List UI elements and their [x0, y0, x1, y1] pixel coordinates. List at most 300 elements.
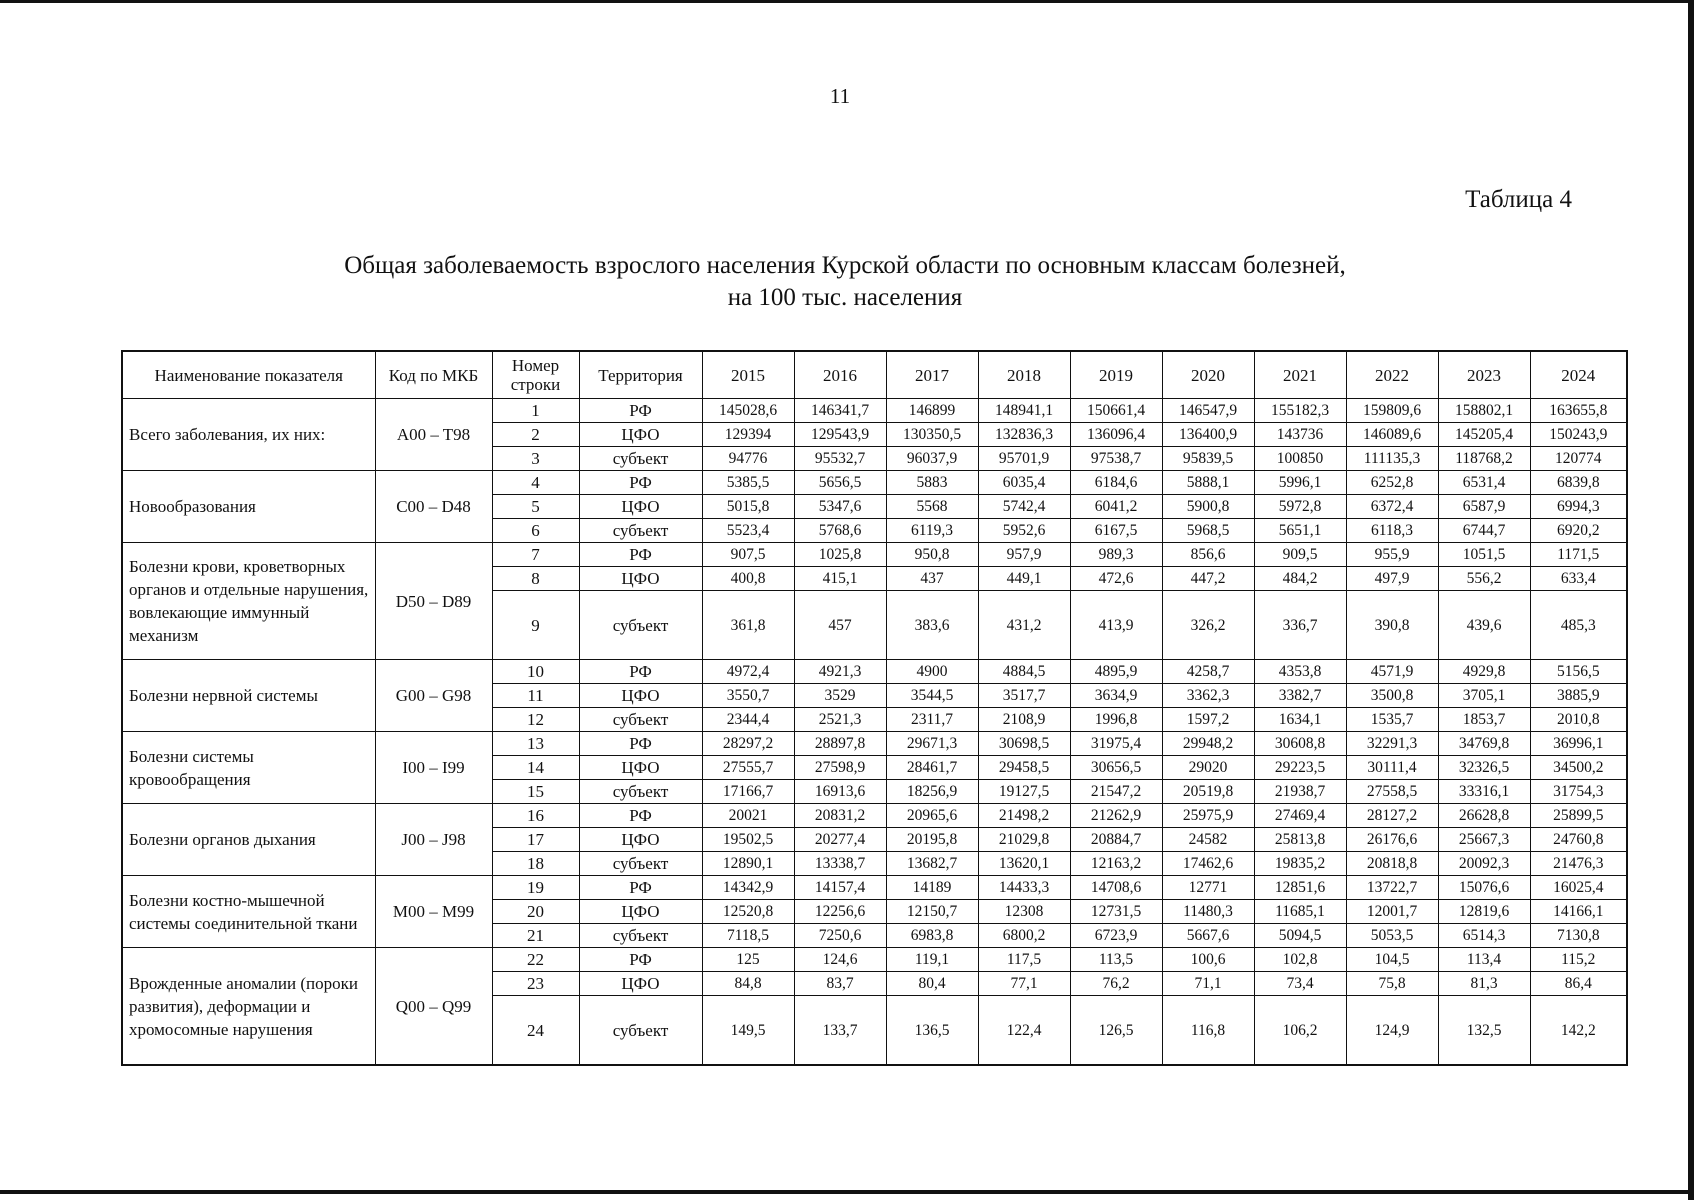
- icd-code: D50 – D89: [375, 543, 492, 660]
- value-cell: 336,7: [1254, 591, 1346, 660]
- value-cell: 2344,4: [702, 708, 794, 732]
- territory: РФ: [579, 660, 702, 684]
- value-cell: 84,8: [702, 972, 794, 996]
- value-cell: 989,3: [1070, 543, 1162, 567]
- page-number: 11: [829, 84, 851, 108]
- territory: ЦФО: [579, 972, 702, 996]
- value-cell: 111135,3: [1346, 447, 1438, 471]
- value-cell: 20965,6: [886, 804, 978, 828]
- value-cell: 2108,9: [978, 708, 1070, 732]
- value-cell: 145028,6: [702, 399, 794, 423]
- value-cell: 13722,7: [1346, 876, 1438, 900]
- indicator-name: Болезни органов дыхания: [122, 804, 375, 876]
- value-cell: 5996,1: [1254, 471, 1346, 495]
- value-cell: 20818,8: [1346, 852, 1438, 876]
- value-cell: 1853,7: [1438, 708, 1530, 732]
- value-cell: 12771: [1162, 876, 1254, 900]
- value-cell: 5656,5: [794, 471, 886, 495]
- value-cell: 96037,9: [886, 447, 978, 471]
- value-cell: 6167,5: [1070, 519, 1162, 543]
- territory: ЦФО: [579, 828, 702, 852]
- value-cell: 4258,7: [1162, 660, 1254, 684]
- value-cell: 21498,2: [978, 804, 1070, 828]
- value-cell: 4929,8: [1438, 660, 1530, 684]
- value-cell: 26176,6: [1346, 828, 1438, 852]
- value-cell: 447,2: [1162, 567, 1254, 591]
- value-cell: 4895,9: [1070, 660, 1162, 684]
- row-number: 23: [492, 972, 579, 996]
- row-number: 21: [492, 924, 579, 948]
- value-cell: 31754,3: [1530, 780, 1627, 804]
- value-cell: 12150,7: [886, 900, 978, 924]
- value-cell: 34769,8: [1438, 732, 1530, 756]
- value-cell: 14166,1: [1530, 900, 1627, 924]
- value-cell: 413,9: [1070, 591, 1162, 660]
- value-cell: 6118,3: [1346, 519, 1438, 543]
- row-number: 20: [492, 900, 579, 924]
- row-number: 24: [492, 996, 579, 1066]
- value-cell: 6035,4: [978, 471, 1070, 495]
- value-cell: 14342,9: [702, 876, 794, 900]
- value-cell: 27555,7: [702, 756, 794, 780]
- value-cell: 126,5: [1070, 996, 1162, 1066]
- value-cell: 146899: [886, 399, 978, 423]
- value-cell: 113,5: [1070, 948, 1162, 972]
- value-cell: 955,9: [1346, 543, 1438, 567]
- indicator-name: Врожденные аномалии (пороки развития), деформации и хромосомные нарушения: [122, 948, 375, 1066]
- header-year: 2021: [1254, 351, 1346, 399]
- icd-code: J00 – J98: [375, 804, 492, 876]
- value-cell: 5523,4: [702, 519, 794, 543]
- value-cell: 18256,9: [886, 780, 978, 804]
- header-year: 2016: [794, 351, 886, 399]
- header-year: 2017: [886, 351, 978, 399]
- territory: субъект: [579, 852, 702, 876]
- header-code: Код по МКБ: [375, 351, 492, 399]
- value-cell: 106,2: [1254, 996, 1346, 1066]
- value-cell: 485,3: [1530, 591, 1627, 660]
- value-cell: 34500,2: [1530, 756, 1627, 780]
- row-number: 15: [492, 780, 579, 804]
- value-cell: 27598,9: [794, 756, 886, 780]
- value-cell: 132836,3: [978, 423, 1070, 447]
- territory: субъект: [579, 780, 702, 804]
- value-cell: 30111,4: [1346, 756, 1438, 780]
- value-cell: 957,9: [978, 543, 1070, 567]
- value-cell: 12001,7: [1346, 900, 1438, 924]
- header-territory: Территория: [579, 351, 702, 399]
- territory: РФ: [579, 876, 702, 900]
- value-cell: 484,2: [1254, 567, 1346, 591]
- value-cell: 457: [794, 591, 886, 660]
- value-cell: 17166,7: [702, 780, 794, 804]
- value-cell: 390,8: [1346, 591, 1438, 660]
- value-cell: 97538,7: [1070, 447, 1162, 471]
- value-cell: 11480,3: [1162, 900, 1254, 924]
- value-cell: 13620,1: [978, 852, 1070, 876]
- row-number: 6: [492, 519, 579, 543]
- value-cell: 73,4: [1254, 972, 1346, 996]
- value-cell: 5156,5: [1530, 660, 1627, 684]
- value-cell: 6839,8: [1530, 471, 1627, 495]
- header-year: 2022: [1346, 351, 1438, 399]
- value-cell: 12520,8: [702, 900, 794, 924]
- territory: ЦФО: [579, 423, 702, 447]
- territory: РФ: [579, 399, 702, 423]
- row-number: 10: [492, 660, 579, 684]
- title-line-2: на 100 тыс. населения: [727, 284, 963, 311]
- value-cell: 29020: [1162, 756, 1254, 780]
- value-cell: 6252,8: [1346, 471, 1438, 495]
- table-row: [122, 804, 1627, 828]
- value-cell: 77,1: [978, 972, 1070, 996]
- value-cell: 439,6: [1438, 591, 1530, 660]
- value-cell: 13682,7: [886, 852, 978, 876]
- value-cell: 27558,5: [1346, 780, 1438, 804]
- value-cell: 1996,8: [1070, 708, 1162, 732]
- value-cell: 2521,3: [794, 708, 886, 732]
- value-cell: 30698,5: [978, 732, 1070, 756]
- value-cell: 146341,7: [794, 399, 886, 423]
- header-year: 2024: [1530, 351, 1627, 399]
- header-year: 2023: [1438, 351, 1530, 399]
- value-cell: 5094,5: [1254, 924, 1346, 948]
- value-cell: 29223,5: [1254, 756, 1346, 780]
- territory: РФ: [579, 732, 702, 756]
- territory: РФ: [579, 543, 702, 567]
- value-cell: 7118,5: [702, 924, 794, 948]
- row-number: 18: [492, 852, 579, 876]
- value-cell: 3705,1: [1438, 684, 1530, 708]
- value-cell: 75,8: [1346, 972, 1438, 996]
- header-row-number: Номер строки: [492, 351, 579, 399]
- value-cell: 4921,3: [794, 660, 886, 684]
- indicator-name: Болезни нервной системы: [122, 660, 375, 732]
- value-cell: 120774: [1530, 447, 1627, 471]
- value-cell: 155182,3: [1254, 399, 1346, 423]
- territory: субъект: [579, 924, 702, 948]
- value-cell: 7250,6: [794, 924, 886, 948]
- row-number: 17: [492, 828, 579, 852]
- territory: ЦФО: [579, 495, 702, 519]
- row-number: 12: [492, 708, 579, 732]
- value-cell: 6983,8: [886, 924, 978, 948]
- value-cell: 19835,2: [1254, 852, 1346, 876]
- value-cell: 5015,8: [702, 495, 794, 519]
- value-cell: 118768,2: [1438, 447, 1530, 471]
- value-cell: 1597,2: [1162, 708, 1254, 732]
- value-cell: 3634,9: [1070, 684, 1162, 708]
- value-cell: 136096,4: [1070, 423, 1162, 447]
- value-cell: 76,2: [1070, 972, 1162, 996]
- table-row: [122, 543, 1627, 567]
- value-cell: 20195,8: [886, 828, 978, 852]
- icd-code: I00 – I99: [375, 732, 492, 804]
- icd-code: M00 – M99: [375, 876, 492, 948]
- value-cell: 909,5: [1254, 543, 1346, 567]
- icd-code: G00 – G98: [375, 660, 492, 732]
- value-cell: 12163,2: [1070, 852, 1162, 876]
- value-cell: 14433,3: [978, 876, 1070, 900]
- value-cell: 361,8: [702, 591, 794, 660]
- value-cell: 86,4: [1530, 972, 1627, 996]
- value-cell: 116,8: [1162, 996, 1254, 1066]
- value-cell: 383,6: [886, 591, 978, 660]
- value-cell: 21476,3: [1530, 852, 1627, 876]
- indicator-name: Болезни костно-мышечной системы соединительной ткани: [122, 876, 375, 948]
- value-cell: 20021: [702, 804, 794, 828]
- icd-code: Q00 – Q99: [375, 948, 492, 1066]
- value-cell: 556,2: [1438, 567, 1530, 591]
- row-number: 22: [492, 948, 579, 972]
- value-cell: 158802,1: [1438, 399, 1530, 423]
- value-cell: 150661,4: [1070, 399, 1162, 423]
- value-cell: 32291,3: [1346, 732, 1438, 756]
- value-cell: 95532,7: [794, 447, 886, 471]
- value-cell: 437: [886, 567, 978, 591]
- value-cell: 950,8: [886, 543, 978, 567]
- value-cell: 5347,6: [794, 495, 886, 519]
- value-cell: 102,8: [1254, 948, 1346, 972]
- value-cell: 14157,4: [794, 876, 886, 900]
- territory: ЦФО: [579, 567, 702, 591]
- value-cell: 12731,5: [1070, 900, 1162, 924]
- value-cell: 21029,8: [978, 828, 1070, 852]
- territory: ЦФО: [579, 684, 702, 708]
- value-cell: 149,5: [702, 996, 794, 1066]
- value-cell: 2311,7: [886, 708, 978, 732]
- row-number: 11: [492, 684, 579, 708]
- value-cell: 80,4: [886, 972, 978, 996]
- value-cell: 6723,9: [1070, 924, 1162, 948]
- value-cell: 95701,9: [978, 447, 1070, 471]
- value-cell: 24582: [1162, 828, 1254, 852]
- value-cell: 94776: [702, 447, 794, 471]
- value-cell: 143736: [1254, 423, 1346, 447]
- value-cell: 12890,1: [702, 852, 794, 876]
- table-row: [122, 471, 1627, 495]
- row-number: 8: [492, 567, 579, 591]
- value-cell: 25975,9: [1162, 804, 1254, 828]
- row-number: 2: [492, 423, 579, 447]
- value-cell: 5888,1: [1162, 471, 1254, 495]
- value-cell: 124,9: [1346, 996, 1438, 1066]
- value-cell: 129543,9: [794, 423, 886, 447]
- row-number: 4: [492, 471, 579, 495]
- value-cell: 3885,9: [1530, 684, 1627, 708]
- icd-code: C00 – D48: [375, 471, 492, 543]
- territory: РФ: [579, 948, 702, 972]
- row-number: 14: [492, 756, 579, 780]
- value-cell: 6041,2: [1070, 495, 1162, 519]
- value-cell: 4571,9: [1346, 660, 1438, 684]
- territory: субъект: [579, 519, 702, 543]
- value-cell: 12819,6: [1438, 900, 1530, 924]
- value-cell: 856,6: [1162, 543, 1254, 567]
- value-cell: 472,6: [1070, 567, 1162, 591]
- value-cell: 3544,5: [886, 684, 978, 708]
- row-number: 1: [492, 399, 579, 423]
- value-cell: 5900,8: [1162, 495, 1254, 519]
- header-row: [122, 351, 1627, 399]
- table-row: [122, 660, 1627, 684]
- value-cell: 633,4: [1530, 567, 1627, 591]
- row-number: 5: [492, 495, 579, 519]
- value-cell: 32326,5: [1438, 756, 1530, 780]
- value-cell: 431,2: [978, 591, 1070, 660]
- value-cell: 31975,4: [1070, 732, 1162, 756]
- indicator-name: Болезни системы кровообращения: [122, 732, 375, 804]
- value-cell: 71,1: [1162, 972, 1254, 996]
- value-cell: 16025,4: [1530, 876, 1627, 900]
- page-border-top: [0, 0, 1694, 3]
- value-cell: 6744,7: [1438, 519, 1530, 543]
- header-year: 2019: [1070, 351, 1162, 399]
- value-cell: 130350,5: [886, 423, 978, 447]
- value-cell: 29458,5: [978, 756, 1070, 780]
- value-cell: 1535,7: [1346, 708, 1438, 732]
- value-cell: 6184,6: [1070, 471, 1162, 495]
- value-cell: 81,3: [1438, 972, 1530, 996]
- value-cell: 163655,8: [1530, 399, 1627, 423]
- value-cell: 21938,7: [1254, 780, 1346, 804]
- value-cell: 20092,3: [1438, 852, 1530, 876]
- row-number: 9: [492, 591, 579, 660]
- value-cell: 100850: [1254, 447, 1346, 471]
- territory: РФ: [579, 804, 702, 828]
- value-cell: 133,7: [794, 996, 886, 1066]
- indicator-name: Болезни крови, кроветворных органов и отдельные нарушения, вовлекающие иммунный механизм: [122, 543, 375, 660]
- value-cell: 20884,7: [1070, 828, 1162, 852]
- header-year: 2020: [1162, 351, 1254, 399]
- value-cell: 142,2: [1530, 996, 1627, 1066]
- value-cell: 122,4: [978, 996, 1070, 1066]
- row-number: 7: [492, 543, 579, 567]
- page-border-bottom: [0, 1190, 1694, 1194]
- value-cell: 5968,5: [1162, 519, 1254, 543]
- value-cell: 5651,1: [1254, 519, 1346, 543]
- title-line-1: Общая заболеваемость взрослого населения Курской области по основным классам болезней,: [344, 252, 1346, 279]
- value-cell: 7130,8: [1530, 924, 1627, 948]
- value-cell: 148941,1: [978, 399, 1070, 423]
- value-cell: 6800,2: [978, 924, 1070, 948]
- header-name: Наименование показателя: [122, 351, 375, 399]
- value-cell: 28897,8: [794, 732, 886, 756]
- value-cell: 28297,2: [702, 732, 794, 756]
- value-cell: 28127,2: [1346, 804, 1438, 828]
- value-cell: 21547,2: [1070, 780, 1162, 804]
- value-cell: 25667,3: [1438, 828, 1530, 852]
- value-cell: 3362,3: [1162, 684, 1254, 708]
- value-cell: 5883: [886, 471, 978, 495]
- value-cell: 29671,3: [886, 732, 978, 756]
- value-cell: 11685,1: [1254, 900, 1346, 924]
- value-cell: 83,7: [794, 972, 886, 996]
- value-cell: 497,9: [1346, 567, 1438, 591]
- value-cell: 20277,4: [794, 828, 886, 852]
- value-cell: 3550,7: [702, 684, 794, 708]
- value-cell: 124,6: [794, 948, 886, 972]
- value-cell: 12308: [978, 900, 1070, 924]
- territory: ЦФО: [579, 756, 702, 780]
- value-cell: 2010,8: [1530, 708, 1627, 732]
- value-cell: 21262,9: [1070, 804, 1162, 828]
- value-cell: 104,5: [1346, 948, 1438, 972]
- value-cell: 5972,8: [1254, 495, 1346, 519]
- territory: субъект: [579, 708, 702, 732]
- value-cell: 12851,6: [1254, 876, 1346, 900]
- value-cell: 16913,6: [794, 780, 886, 804]
- value-cell: 14189: [886, 876, 978, 900]
- table-row: [122, 948, 1627, 972]
- value-cell: 132,5: [1438, 996, 1530, 1066]
- value-cell: 6514,3: [1438, 924, 1530, 948]
- value-cell: 5568: [886, 495, 978, 519]
- value-cell: 6531,4: [1438, 471, 1530, 495]
- value-cell: 30608,8: [1254, 732, 1346, 756]
- value-cell: 1634,1: [1254, 708, 1346, 732]
- value-cell: 33316,1: [1438, 780, 1530, 804]
- territory: субъект: [579, 591, 702, 660]
- value-cell: 95839,5: [1162, 447, 1254, 471]
- value-cell: 115,2: [1530, 948, 1627, 972]
- table-row: [122, 732, 1627, 756]
- territory: РФ: [579, 471, 702, 495]
- value-cell: 6587,9: [1438, 495, 1530, 519]
- value-cell: 14708,6: [1070, 876, 1162, 900]
- value-cell: 1025,8: [794, 543, 886, 567]
- value-cell: 1051,5: [1438, 543, 1530, 567]
- value-cell: 159809,6: [1346, 399, 1438, 423]
- indicator-name: Новообразования: [122, 471, 375, 543]
- table-label: Таблица 4: [1465, 186, 1572, 213]
- row-number: 13: [492, 732, 579, 756]
- value-cell: 129394: [702, 423, 794, 447]
- value-cell: 4353,8: [1254, 660, 1346, 684]
- indicator-name: Всего заболевания, их них:: [122, 399, 375, 471]
- value-cell: 5742,4: [978, 495, 1070, 519]
- value-cell: 6994,3: [1530, 495, 1627, 519]
- value-cell: 5385,5: [702, 471, 794, 495]
- value-cell: 4972,4: [702, 660, 794, 684]
- value-cell: 400,8: [702, 567, 794, 591]
- table-row: [122, 876, 1627, 900]
- value-cell: 17462,6: [1162, 852, 1254, 876]
- value-cell: 449,1: [978, 567, 1070, 591]
- value-cell: 146089,6: [1346, 423, 1438, 447]
- value-cell: 5053,5: [1346, 924, 1438, 948]
- value-cell: 36996,1: [1530, 732, 1627, 756]
- value-cell: 119,1: [886, 948, 978, 972]
- header-year: 2018: [978, 351, 1070, 399]
- value-cell: 19502,5: [702, 828, 794, 852]
- value-cell: 415,1: [794, 567, 886, 591]
- value-cell: 30656,5: [1070, 756, 1162, 780]
- value-cell: 26628,8: [1438, 804, 1530, 828]
- value-cell: 136400,9: [1162, 423, 1254, 447]
- value-cell: 5768,6: [794, 519, 886, 543]
- value-cell: 12256,6: [794, 900, 886, 924]
- value-cell: 25813,8: [1254, 828, 1346, 852]
- value-cell: 29948,2: [1162, 732, 1254, 756]
- value-cell: 20831,2: [794, 804, 886, 828]
- value-cell: 6119,3: [886, 519, 978, 543]
- value-cell: 13338,7: [794, 852, 886, 876]
- value-cell: 1171,5: [1530, 543, 1627, 567]
- value-cell: 3517,7: [978, 684, 1070, 708]
- value-cell: 117,5: [978, 948, 1070, 972]
- value-cell: 6372,4: [1346, 495, 1438, 519]
